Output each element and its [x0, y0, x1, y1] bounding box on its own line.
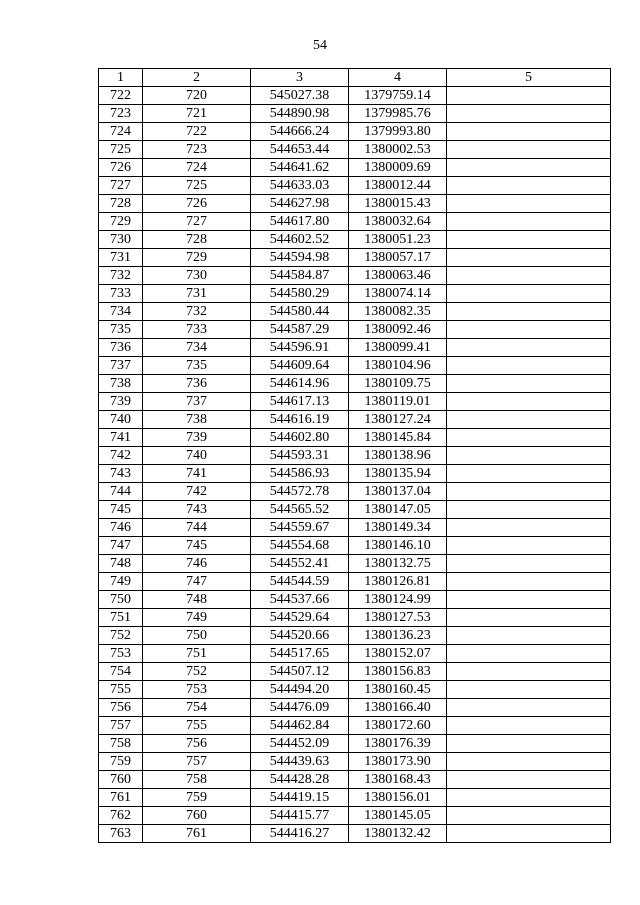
table-cell: [447, 105, 611, 123]
table-cell: 745: [143, 537, 251, 555]
table-cell: 544565.52: [251, 501, 349, 519]
table-cell: 1380082.35: [349, 303, 447, 321]
table-cell: 728: [143, 231, 251, 249]
table-cell: 1380099.41: [349, 339, 447, 357]
table-cell: 544594.98: [251, 249, 349, 267]
table-cell: 544416.27: [251, 825, 349, 843]
table-cell: 756: [99, 699, 143, 717]
table-row: [99, 789, 611, 807]
table-cell: 1380032.64: [349, 213, 447, 231]
table-cell: [447, 789, 611, 807]
table-cell: 755: [143, 717, 251, 735]
table-cell: [447, 321, 611, 339]
table-cell: 1380176.39: [349, 735, 447, 753]
table-cell: 544452.09: [251, 735, 349, 753]
table-cell: 544580.44: [251, 303, 349, 321]
table-body: [99, 87, 611, 843]
table-cell: 731: [143, 285, 251, 303]
table-cell: 544439.63: [251, 753, 349, 771]
table-cell: 544616.19: [251, 411, 349, 429]
table-row: [99, 123, 611, 141]
table-cell: 544633.03: [251, 177, 349, 195]
table-row: [99, 303, 611, 321]
table-cell: 544584.87: [251, 267, 349, 285]
table-cell: [447, 519, 611, 537]
table-cell: 544587.29: [251, 321, 349, 339]
table-row: [99, 627, 611, 645]
table-cell: 1380074.14: [349, 285, 447, 303]
table-cell: 721: [143, 105, 251, 123]
table-cell: [447, 285, 611, 303]
table-row: [99, 609, 611, 627]
table-row: [99, 357, 611, 375]
table-cell: 730: [99, 231, 143, 249]
table-cell: 1380168.43: [349, 771, 447, 789]
table-cell: [447, 267, 611, 285]
table-cell: 1380127.53: [349, 609, 447, 627]
table-cell: 1380015.43: [349, 195, 447, 213]
table-cell: 749: [99, 573, 143, 591]
table-cell: 733: [143, 321, 251, 339]
table-cell: 757: [99, 717, 143, 735]
table-cell: [447, 177, 611, 195]
table-cell: 544462.84: [251, 717, 349, 735]
table-cell: 1380138.96: [349, 447, 447, 465]
table-cell: 1380127.24: [349, 411, 447, 429]
table-cell: 728: [99, 195, 143, 213]
table-cell: 754: [143, 699, 251, 717]
table-cell: 734: [143, 339, 251, 357]
table-cell: [447, 735, 611, 753]
table-row: [99, 681, 611, 699]
table-cell: 544593.31: [251, 447, 349, 465]
table-row: [99, 195, 611, 213]
table-cell: 1380012.44: [349, 177, 447, 195]
table-cell: [447, 141, 611, 159]
table-cell: 544580.29: [251, 285, 349, 303]
table-row: [99, 411, 611, 429]
table-cell: [447, 717, 611, 735]
table-cell: 735: [143, 357, 251, 375]
table-cell: 726: [143, 195, 251, 213]
table-cell: 756: [143, 735, 251, 753]
table-cell: 1380173.90: [349, 753, 447, 771]
table-cell: 545027.38: [251, 87, 349, 105]
table-row: [99, 753, 611, 771]
table-cell: 1380137.04: [349, 483, 447, 501]
table-row: [99, 321, 611, 339]
table-cell: 544602.52: [251, 231, 349, 249]
table-cell: [447, 663, 611, 681]
table-cell: 1380092.46: [349, 321, 447, 339]
table-cell: 1380166.40: [349, 699, 447, 717]
table-cell: 723: [143, 141, 251, 159]
table-cell: 544572.78: [251, 483, 349, 501]
table-cell: 544554.68: [251, 537, 349, 555]
table-row: [99, 249, 611, 267]
table-cell: 763: [99, 825, 143, 843]
table-cell: 544614.96: [251, 375, 349, 393]
table-row: [99, 231, 611, 249]
column-header: 2: [143, 69, 251, 87]
table-cell: 544552.41: [251, 555, 349, 573]
table-cell: [447, 213, 611, 231]
table-cell: 544537.66: [251, 591, 349, 609]
table-cell: [447, 555, 611, 573]
table-cell: 757: [143, 753, 251, 771]
column-header: 3: [251, 69, 349, 87]
table-cell: 1380149.34: [349, 519, 447, 537]
table-cell: [447, 501, 611, 519]
table-row: [99, 519, 611, 537]
table-cell: 544596.91: [251, 339, 349, 357]
table-cell: 743: [143, 501, 251, 519]
table-cell: 725: [99, 141, 143, 159]
table-cell: 753: [99, 645, 143, 663]
table-cell: 741: [99, 429, 143, 447]
table-row: [99, 573, 611, 591]
table-cell: 738: [143, 411, 251, 429]
table-cell: 544419.15: [251, 789, 349, 807]
table-cell: 751: [143, 645, 251, 663]
table-cell: 544653.44: [251, 141, 349, 159]
table-cell: 729: [143, 249, 251, 267]
table-cell: 544666.24: [251, 123, 349, 141]
table-cell: 755: [99, 681, 143, 699]
table-cell: 735: [99, 321, 143, 339]
table-cell: [447, 483, 611, 501]
table-row: [99, 717, 611, 735]
table-cell: 754: [99, 663, 143, 681]
table-cell: 1380156.01: [349, 789, 447, 807]
table-row: [99, 105, 611, 123]
table-cell: 732: [99, 267, 143, 285]
table-cell: 1380132.75: [349, 555, 447, 573]
table-cell: 1380104.96: [349, 357, 447, 375]
table-cell: 722: [99, 87, 143, 105]
table-cell: 544890.98: [251, 105, 349, 123]
table-cell: 760: [99, 771, 143, 789]
table-cell: 746: [143, 555, 251, 573]
table-cell: 1380002.53: [349, 141, 447, 159]
table-cell: 544529.64: [251, 609, 349, 627]
table-cell: 1380124.99: [349, 591, 447, 609]
table-cell: 1379985.76: [349, 105, 447, 123]
table-cell: 1380119.01: [349, 393, 447, 411]
coordinates-table: [98, 68, 611, 843]
table-cell: 544602.80: [251, 429, 349, 447]
table-cell: 544476.09: [251, 699, 349, 717]
table-cell: 544617.13: [251, 393, 349, 411]
table-row: [99, 807, 611, 825]
table-cell: 752: [143, 663, 251, 681]
table-cell: 544544.59: [251, 573, 349, 591]
table-row: [99, 735, 611, 753]
table-cell: [447, 411, 611, 429]
table-cell: [447, 249, 611, 267]
table-cell: 747: [143, 573, 251, 591]
table-cell: 733: [99, 285, 143, 303]
table-cell: 544559.67: [251, 519, 349, 537]
table-row: [99, 555, 611, 573]
table-cell: 544428.28: [251, 771, 349, 789]
table-cell: 731: [99, 249, 143, 267]
table-cell: 1380126.81: [349, 573, 447, 591]
table-cell: 725: [143, 177, 251, 195]
table-cell: [447, 645, 611, 663]
table-cell: 724: [143, 159, 251, 177]
table-cell: 544520.66: [251, 627, 349, 645]
table-cell: 1380057.17: [349, 249, 447, 267]
table-cell: 1380146.10: [349, 537, 447, 555]
table-cell: 722: [143, 123, 251, 141]
table-cell: 744: [143, 519, 251, 537]
table-cell: 727: [143, 213, 251, 231]
table-cell: [447, 339, 611, 357]
table-row: [99, 213, 611, 231]
table-cell: 544617.80: [251, 213, 349, 231]
table-cell: 746: [99, 519, 143, 537]
table-cell: 544517.65: [251, 645, 349, 663]
table-cell: 724: [99, 123, 143, 141]
table-cell: 1379759.14: [349, 87, 447, 105]
table-cell: 1380132.42: [349, 825, 447, 843]
table-cell: [447, 429, 611, 447]
table-cell: 762: [99, 807, 143, 825]
table-cell: [447, 231, 611, 249]
table-cell: 1380160.45: [349, 681, 447, 699]
column-header: 4: [349, 69, 447, 87]
table-cell: 1380009.69: [349, 159, 447, 177]
table-cell: 737: [99, 357, 143, 375]
table-cell: [447, 609, 611, 627]
table-cell: 1380136.23: [349, 627, 447, 645]
table-cell: 739: [143, 429, 251, 447]
table-cell: 744: [99, 483, 143, 501]
table-cell: 758: [99, 735, 143, 753]
table-cell: [447, 87, 611, 105]
table-row: [99, 537, 611, 555]
table-cell: 544609.64: [251, 357, 349, 375]
table-cell: 723: [99, 105, 143, 123]
table-cell: 1380172.60: [349, 717, 447, 735]
table-row: [99, 591, 611, 609]
column-header: 5: [447, 69, 611, 87]
table-cell: 738: [99, 375, 143, 393]
table-cell: 732: [143, 303, 251, 321]
table-header-row: [99, 69, 611, 87]
table-row: [99, 483, 611, 501]
table-cell: [447, 375, 611, 393]
table-cell: [447, 537, 611, 555]
table-row: [99, 429, 611, 447]
table-cell: [447, 447, 611, 465]
table-cell: 544507.12: [251, 663, 349, 681]
table-cell: 1380145.05: [349, 807, 447, 825]
page-number: 54: [313, 38, 327, 53]
table-cell: 1380109.75: [349, 375, 447, 393]
table-cell: 759: [143, 789, 251, 807]
table-cell: 759: [99, 753, 143, 771]
table-cell: 743: [99, 465, 143, 483]
table-cell: 749: [143, 609, 251, 627]
table-cell: 1380135.94: [349, 465, 447, 483]
table-row: [99, 501, 611, 519]
table-cell: [447, 771, 611, 789]
table-row: [99, 825, 611, 843]
table-cell: [447, 699, 611, 717]
table-row: [99, 285, 611, 303]
table-cell: 1380152.07: [349, 645, 447, 663]
table-row: [99, 465, 611, 483]
table-row: [99, 699, 611, 717]
table-cell: 739: [99, 393, 143, 411]
table-cell: 752: [99, 627, 143, 645]
table-cell: [447, 195, 611, 213]
table-cell: [447, 681, 611, 699]
table-cell: 761: [99, 789, 143, 807]
table-cell: 761: [143, 825, 251, 843]
table-row: [99, 375, 611, 393]
table-row: [99, 87, 611, 105]
table-cell: [447, 573, 611, 591]
table-cell: [447, 753, 611, 771]
table-cell: 1380051.23: [349, 231, 447, 249]
table-cell: 745: [99, 501, 143, 519]
table-cell: [447, 591, 611, 609]
table-cell: 544494.20: [251, 681, 349, 699]
table-cell: 544627.98: [251, 195, 349, 213]
table-cell: 736: [99, 339, 143, 357]
table-cell: 544415.77: [251, 807, 349, 825]
table-cell: [447, 465, 611, 483]
table-cell: [447, 303, 611, 321]
table-row: [99, 447, 611, 465]
table-cell: [447, 825, 611, 843]
table-cell: 1380063.46: [349, 267, 447, 285]
table-cell: [447, 159, 611, 177]
table-cell: 751: [99, 609, 143, 627]
table-cell: 740: [99, 411, 143, 429]
table-cell: 729: [99, 213, 143, 231]
table-cell: 742: [99, 447, 143, 465]
table-cell: 740: [143, 447, 251, 465]
table-cell: 734: [99, 303, 143, 321]
table-cell: [447, 123, 611, 141]
table-row: [99, 771, 611, 789]
table-row: [99, 393, 611, 411]
table-cell: 742: [143, 483, 251, 501]
table-cell: 736: [143, 375, 251, 393]
table-cell: 748: [99, 555, 143, 573]
table-cell: 750: [143, 627, 251, 645]
table-cell: [447, 357, 611, 375]
table-cell: 1380145.84: [349, 429, 447, 447]
table-cell: 750: [99, 591, 143, 609]
table-row: [99, 159, 611, 177]
table-cell: 544586.93: [251, 465, 349, 483]
table-cell: 730: [143, 267, 251, 285]
table-row: [99, 339, 611, 357]
table-cell: 1380156.83: [349, 663, 447, 681]
table-cell: [447, 627, 611, 645]
table-row: [99, 177, 611, 195]
table-cell: 748: [143, 591, 251, 609]
table-cell: [447, 807, 611, 825]
table-cell: [447, 393, 611, 411]
table-cell: 727: [99, 177, 143, 195]
table-cell: 753: [143, 681, 251, 699]
table-cell: 544641.62: [251, 159, 349, 177]
column-header: 1: [99, 69, 143, 87]
table-cell: 720: [143, 87, 251, 105]
table-cell: 1380147.05: [349, 501, 447, 519]
table-row: [99, 663, 611, 681]
table-row: [99, 267, 611, 285]
table-row: [99, 645, 611, 663]
table-cell: 1379993.80: [349, 123, 447, 141]
table-row: [99, 141, 611, 159]
table-cell: 741: [143, 465, 251, 483]
table-cell: 726: [99, 159, 143, 177]
table-cell: 747: [99, 537, 143, 555]
table-cell: 737: [143, 393, 251, 411]
table-cell: 758: [143, 771, 251, 789]
table-cell: 760: [143, 807, 251, 825]
